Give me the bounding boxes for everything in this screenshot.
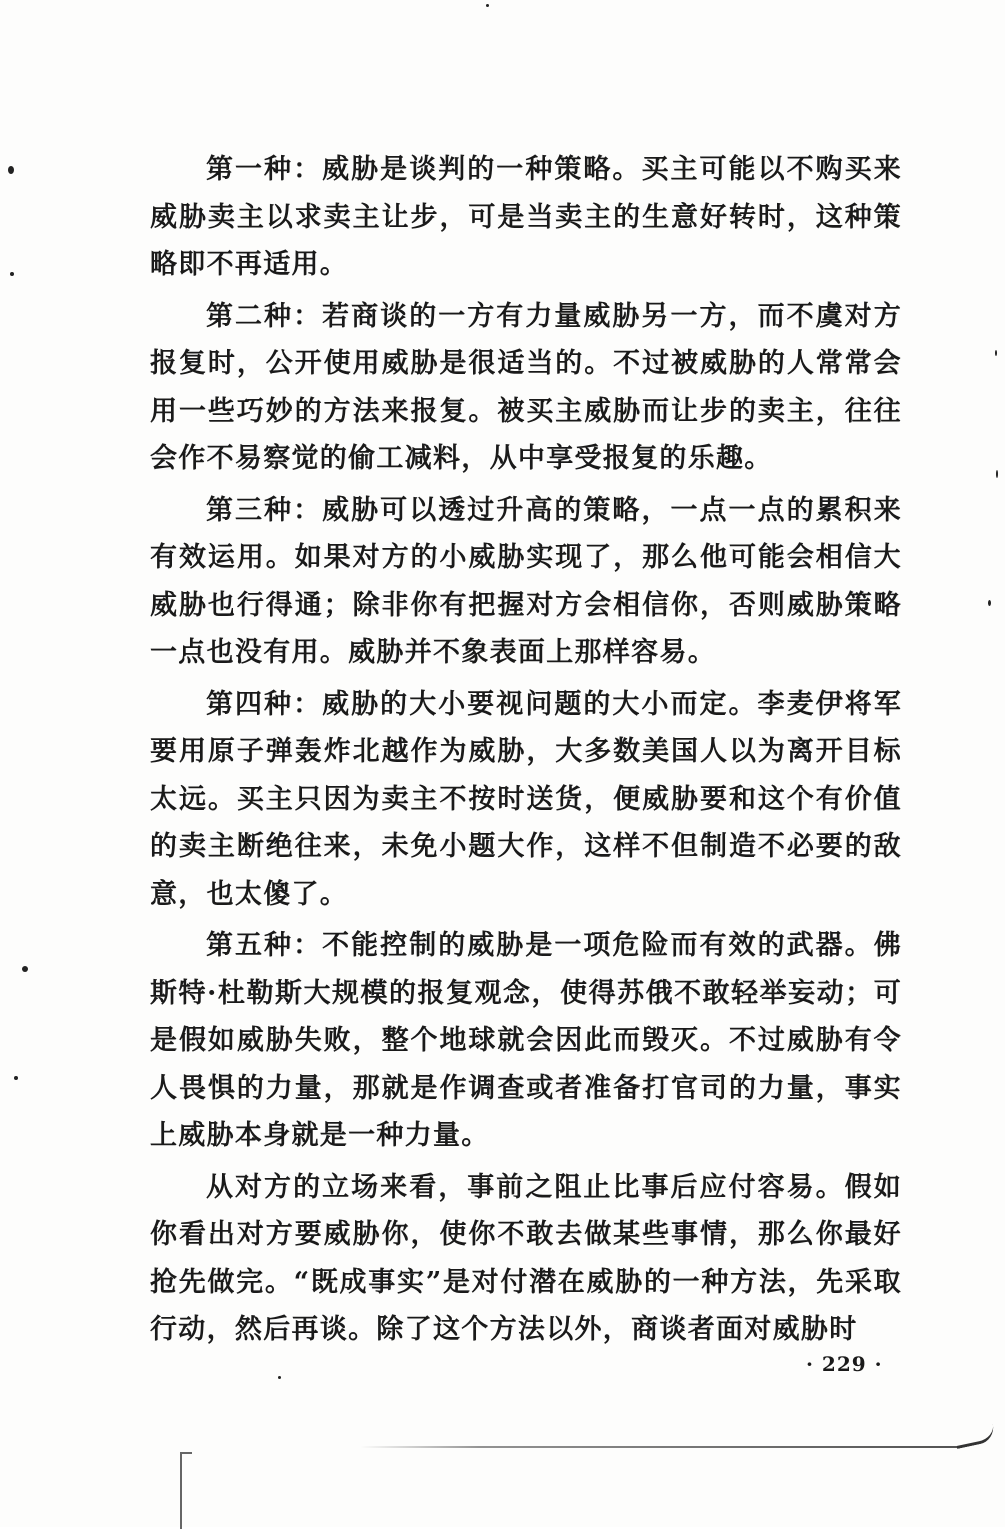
body-text — [150, 146, 902, 1358]
scan-speck — [8, 166, 14, 174]
scan-speck — [988, 600, 991, 606]
paragraph-4: 第四种：威胁的大小要视问题的大小而定。李麦伊将军要用原子弹轰炸北越作为威胁，大多数美国人以为离开目标太远。买主只因为卖主不按时送货，便威胁要和这个有价值的卖主断绝往来，未免小题大作，这样不但制造不必要的敌意，也太傻了。 — [150, 688, 902, 910]
paragraph-3: 第三种：威胁可以透过升高的策略，一点一点的累积来有效运用。如果对方的小威胁实现了，那么他可能会相信大威胁也行得通；除非你有把握对方会相信你，否则威胁策略一点也没有用。威胁并不象表面上那样容易。 — [150, 494, 902, 668]
scan-speck — [14, 1076, 18, 1080]
paragraph-6: 从对方的立场来看，事前之阻止比事后应付容易。假如你看出对方要威胁你，使你不敢去做某些事情，那么你最好抢先做完。“既成事实”是对付潜在威胁的一种方法，先采取行动，然后再谈。除了这个方法以外，商谈者面对威胁时 — [150, 1171, 902, 1345]
page-number: · 229 · — [806, 1352, 883, 1376]
binding-mark — [180, 1452, 192, 1529]
scan-speck — [22, 966, 28, 972]
scan-speck — [278, 1376, 281, 1379]
scan-speck — [10, 272, 14, 276]
paragraph-2: 第二种：若商谈的一方有力量威胁另一方，而不虞对方报复时，公开使用威胁是很适当的。不过被威胁的人常常会用一些巧妙的方法来报复。被买主威胁而让步的卖主，往往会作不易察觉的偷工减料，从中享受报复的乐趣。 — [150, 300, 902, 474]
scan-speck — [486, 4, 489, 7]
scan-speck — [996, 470, 998, 478]
paragraph-5: 第五种：不能控制的威胁是一项危险而有效的武器。佛斯特·杜勒斯大规模的报复观念，使得苏俄不敢轻举妄动；可是假如威胁失败，整个地球就会因此而毁灭。不过威胁有令人畏惧的力量，那就是作调查或者准备打官司的力量，事实上威胁本身就是一种力量。 — [150, 930, 902, 1151]
scan-speck — [995, 350, 997, 356]
scan-edge-line — [360, 1446, 960, 1448]
page-curl-mark — [954, 1424, 997, 1449]
paragraph-1: 第一种：威胁是谈判的一种策略。买主可能以不购买来威胁卖主以求卖主让步，可是当卖主的生意好转时，这种策略即不再适用。 — [150, 154, 902, 280]
